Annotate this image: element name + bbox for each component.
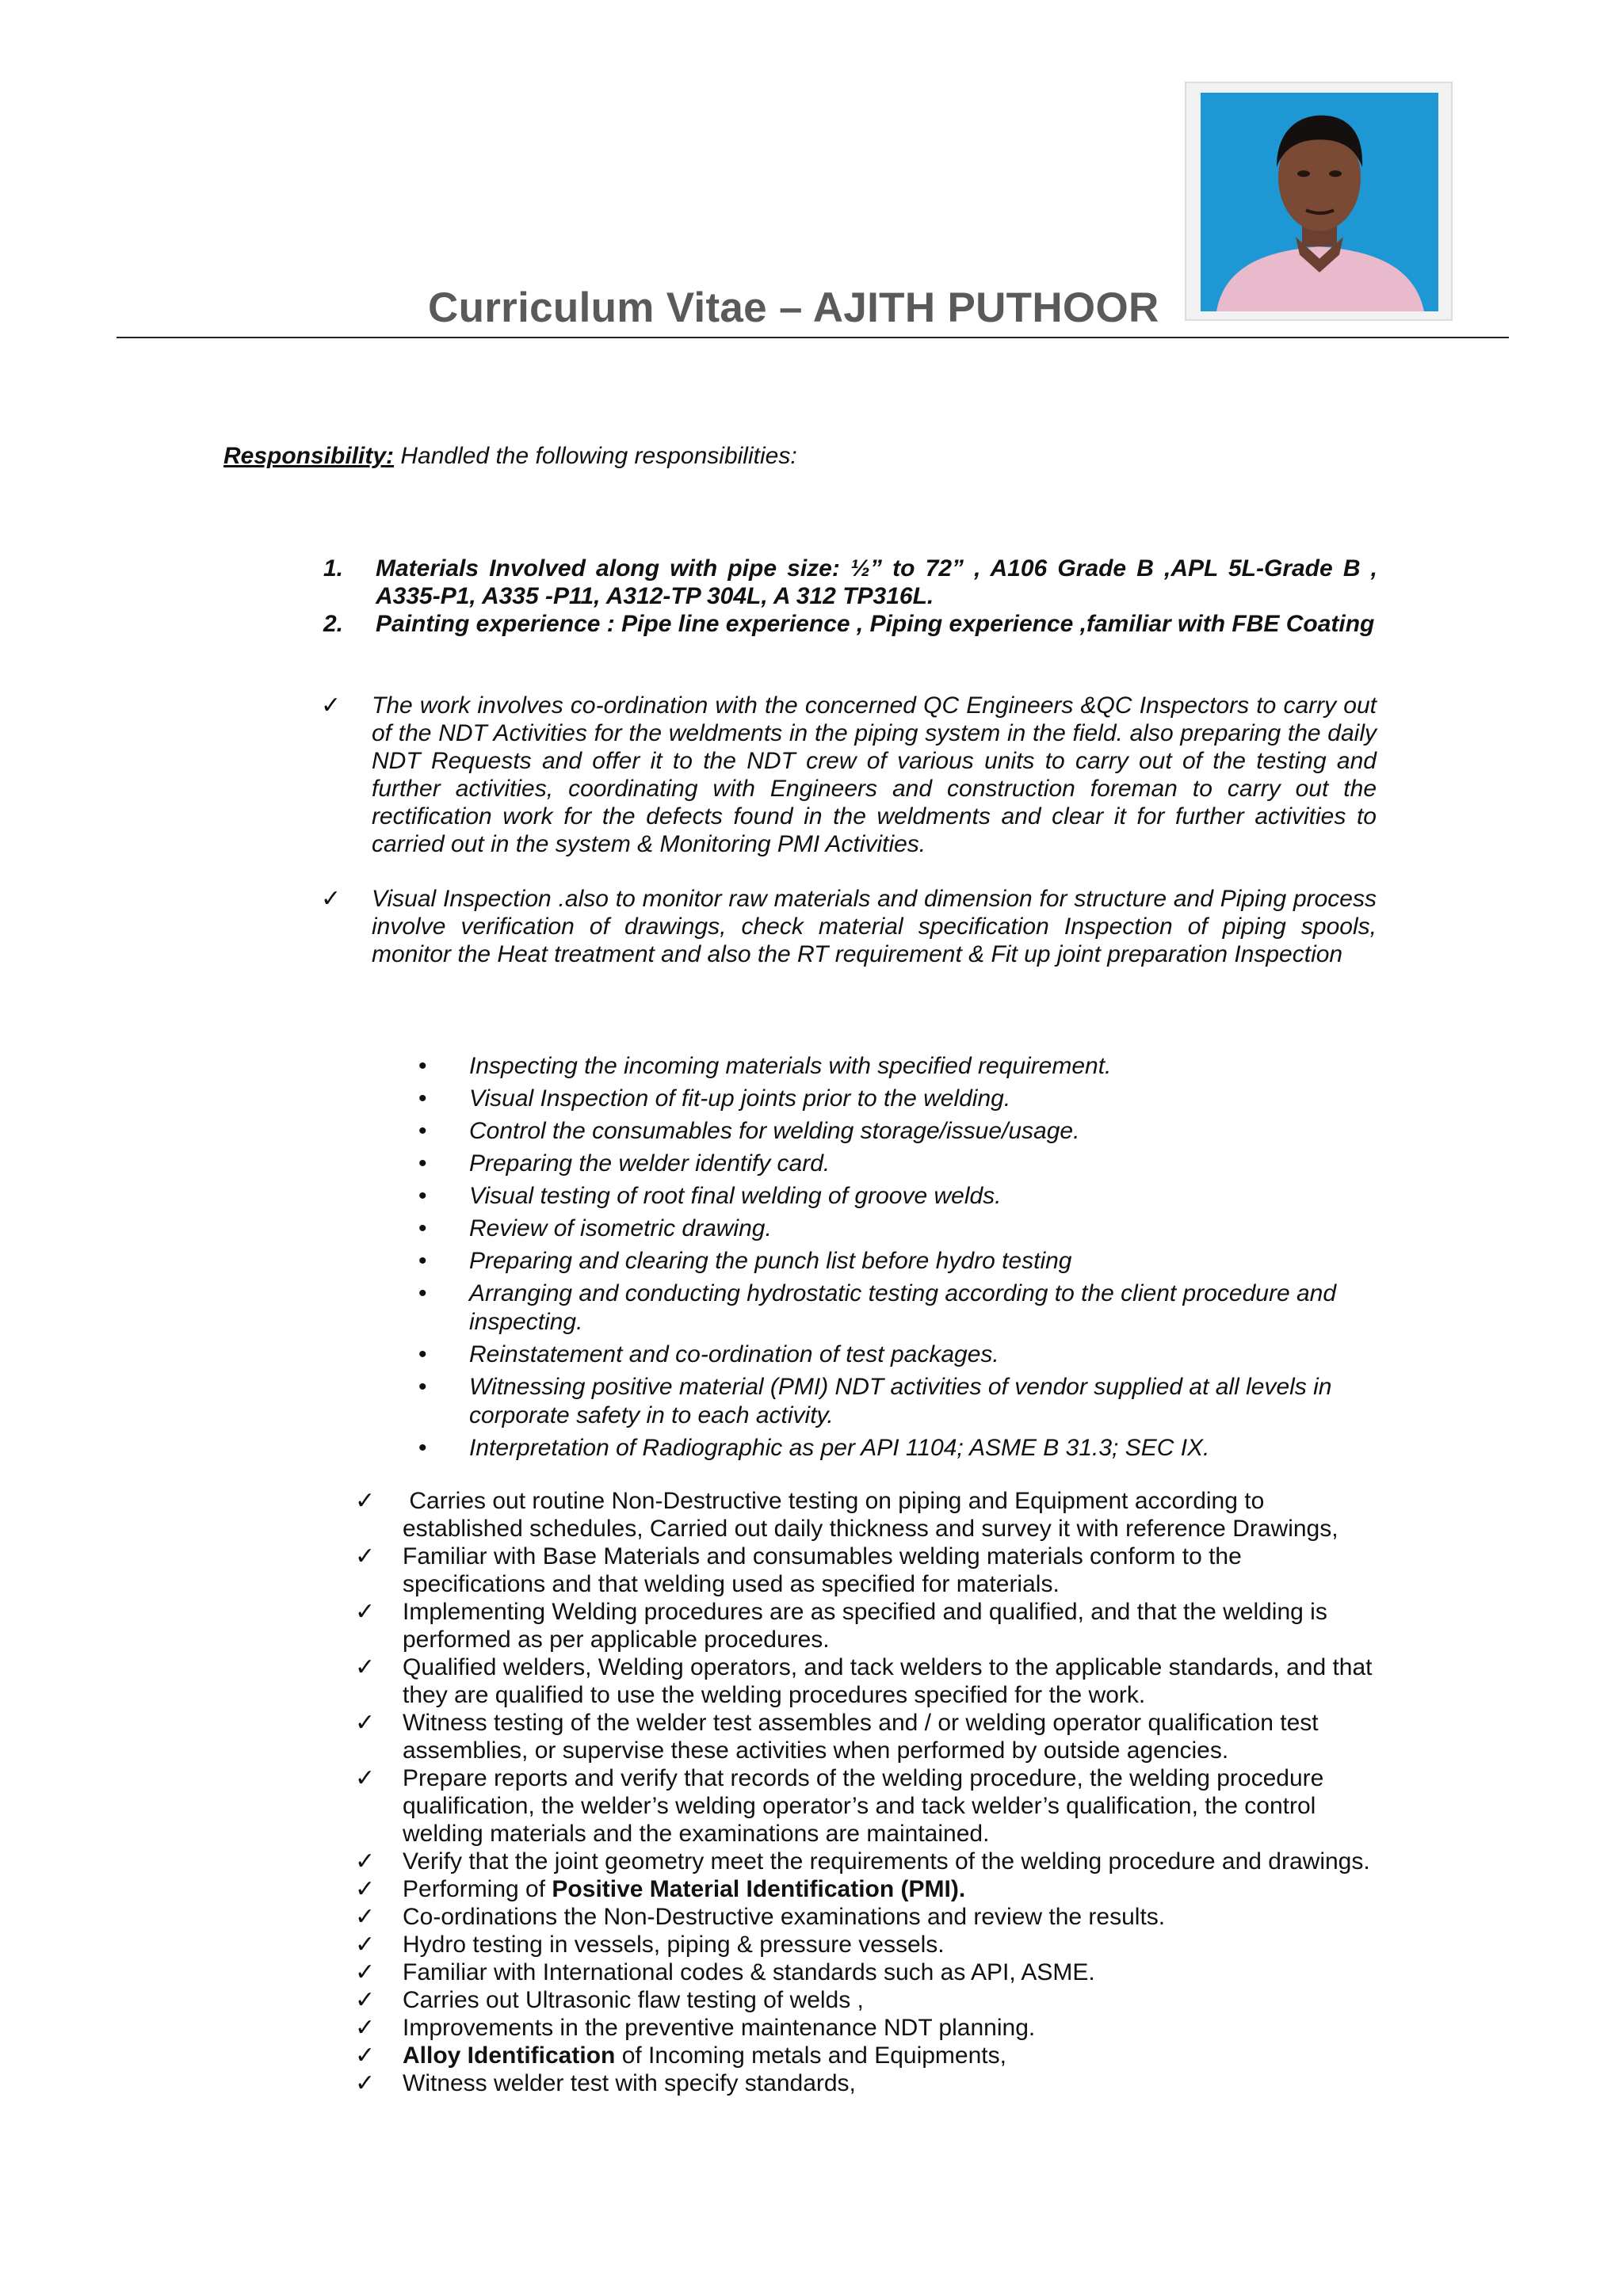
check-text — [403, 2042, 1385, 2069]
bullet-text: Review of isometric drawing. — [469, 1215, 772, 1241]
item-text: Painting experience : Pipe line experience , Piping experience ,familiar with FBE Coating — [376, 611, 1375, 637]
bullet-item — [418, 1373, 1377, 1430]
check-text — [403, 1487, 1385, 1543]
check-text — [403, 1709, 1385, 1764]
checkmark-icon: ✓ — [355, 1599, 376, 1625]
check-text-regular: Performing of — [403, 1876, 552, 1902]
bullet-text: Interpretation of Radiographic as per API 1104; ASME B 31.3; SEC IX. — [469, 1435, 1210, 1461]
check-paragraph — [321, 692, 1377, 858]
bullet-list — [418, 1052, 1377, 1466]
checkmark-icon: ✓ — [355, 1654, 376, 1680]
check-text — [403, 1598, 1385, 1653]
checkmark-icon: ✓ — [355, 2015, 376, 2041]
check-text-regular: Co-ordinations the Non-Destructive examinations and review the results. — [403, 1904, 1166, 1930]
checkmark-icon: ✓ — [355, 1488, 376, 1514]
check-text-regular: Familiar with International codes & standards such as API, ASME. — [403, 1959, 1095, 1985]
check-item — [355, 1958, 1385, 1986]
check-text — [403, 1986, 1385, 2014]
checkmark-icon: ✓ — [321, 692, 342, 719]
paragraph-text: Visual Inspection .also to monitor raw materials and dimension for structure and Piping process involve verification of drawings, check material specification Inspection of piping spools, monitor the Heat treatment and also the RT requirement & Fit up joint preparation Inspection — [372, 886, 1377, 967]
check-text-regular: Prepare reports and verify that records of the welding procedure, the welding procedure qualification, the welder’s welding operator’s and tack welder’s qualification, the control welding materials and the examinations are maintained. — [403, 1765, 1331, 1847]
bullet-item — [418, 1182, 1377, 1211]
bullet-icon: • — [418, 1435, 427, 1461]
checkmark-icon: ✓ — [355, 1959, 376, 1985]
bullet-item — [418, 1085, 1377, 1113]
list-item — [323, 555, 1377, 610]
bullet-item — [418, 1150, 1377, 1178]
bullet-text: Visual testing of root final welding of groove welds. — [469, 1183, 1002, 1209]
checkmark-icon: ✓ — [355, 2042, 376, 2069]
check-text-bold: Alloy Identification — [403, 2042, 616, 2069]
bullet-icon: • — [418, 1215, 427, 1241]
page-title: Curriculum Vitae – AJITH PUTHOOR — [428, 284, 1159, 331]
item-text: Materials Involved along with pipe size: ½” to 72” , A106 Grade B ,APL 5L-Grade B , A335-P1, A335 -P11, A312-TP 304L, A 312 TP316L. — [376, 555, 1377, 609]
check-text-regular: Witness testing of the welder test assembles and / or welding operator qualification test assemblies, or supervise these activities when performed by outside agencies. — [403, 1710, 1325, 1764]
photo-image — [1201, 93, 1438, 311]
list-item — [323, 610, 1377, 638]
bullet-item — [418, 1341, 1377, 1369]
checkmark-icon: ✓ — [355, 2070, 376, 2096]
check-text-regular: Carries out routine Non-Destructive testing on piping and Equipment according to established schedules, Carried out daily thickness and survey it with reference Drawings, — [403, 1488, 1338, 1542]
check-text-regular: Familiar with Base Materials and consumables welding materials conform to the specifications and that welding used as specified for materials. — [403, 1543, 1249, 1597]
numbered-list — [323, 555, 1377, 638]
responsibility-heading — [223, 443, 797, 470]
person-portrait-icon — [1201, 93, 1438, 311]
check-item — [355, 1931, 1385, 1958]
check-text — [403, 1764, 1385, 1848]
check-item — [355, 1986, 1385, 2014]
bullet-icon: • — [418, 1341, 427, 1367]
bullet-icon: • — [418, 1280, 427, 1306]
title-divider — [116, 337, 1509, 338]
bullet-icon: • — [418, 1183, 427, 1209]
bullet-icon: • — [418, 1150, 427, 1177]
check-item — [355, 1764, 1385, 1848]
bullet-text: Reinstatement and co-ordination of test packages. — [469, 1341, 999, 1367]
check-item — [355, 1598, 1385, 1653]
bullet-item — [418, 1052, 1377, 1081]
checkmark-icon: ✓ — [355, 1932, 376, 1958]
check-item — [355, 1543, 1385, 1598]
bullet-text: Preparing and clearing the punch list before hydro testing — [469, 1248, 1072, 1274]
bullet-item — [418, 1280, 1377, 1337]
check-list — [355, 1487, 1385, 2097]
checkmark-icon: ✓ — [355, 1848, 376, 1875]
bullet-text: Inspecting the incoming materials with specified requirement. — [469, 1053, 1112, 1079]
responsibility-label: Responsibility: — [223, 443, 395, 469]
check-item — [355, 1903, 1385, 1931]
check-text — [403, 1848, 1385, 1875]
check-text-regular: of Incoming metals and Equipments, — [615, 2042, 1006, 2069]
check-text — [403, 2014, 1385, 2042]
check-item — [355, 1653, 1385, 1709]
check-item — [355, 1848, 1385, 1875]
check-text-bold: Positive Material Identification (PMI). — [552, 1876, 966, 1902]
bullet-icon: • — [418, 1085, 427, 1112]
checkmark-icon: ✓ — [355, 1987, 376, 2013]
check-text-regular: Carries out Ultrasonic flaw testing of welds , — [403, 1987, 864, 2013]
check-text — [403, 1931, 1385, 1958]
bullet-icon: • — [418, 1118, 427, 1144]
profile-photo — [1185, 82, 1453, 321]
bullet-icon: • — [418, 1053, 427, 1079]
check-item — [355, 1875, 1385, 1903]
bullet-text: Witnessing positive material (PMI) NDT activities of vendor supplied at all levels in corporate safety in to each activity. — [469, 1374, 1332, 1428]
bullet-icon: • — [418, 1248, 427, 1274]
bullet-item — [418, 1434, 1377, 1463]
checkmark-icon: ✓ — [355, 1876, 376, 1902]
bullet-text: Visual Inspection of fit-up joints prior to the welding. — [469, 1085, 1011, 1112]
check-text — [403, 1653, 1385, 1709]
item-number: 1. — [323, 555, 344, 582]
checkmark-icon: ✓ — [355, 1543, 376, 1569]
item-number: 2. — [323, 611, 344, 637]
check-paragraph — [321, 885, 1377, 968]
check-item — [355, 2069, 1385, 2097]
responsibility-text: Handled the following responsibilities: — [394, 443, 797, 469]
check-text — [403, 1875, 1385, 1903]
check-text-regular: Verify that the joint geometry meet the requirements of the welding procedure and drawings. — [403, 1848, 1370, 1875]
check-item — [355, 1487, 1385, 1543]
check-item — [355, 1709, 1385, 1764]
check-text — [403, 2069, 1385, 2097]
paragraph-text: The work involves co-ordination with the concerned QC Engineers &QC Inspectors to carry out of the NDT Activities for the weldments in the piping system in the field. also preparing the daily NDT Requests and offer it to the NDT crew of various units to carry out of the testing and further activities, coordinating with Engineers and construction foreman to carry out the rectification work for the defects found in the weldments and clear it for further activities to carried out in the system & Monitoring PMI Activities. — [372, 692, 1377, 857]
check-item — [355, 2014, 1385, 2042]
bullet-text: Arranging and conducting hydrostatic testing according to the client procedure and inspecting. — [469, 1280, 1337, 1335]
check-text-regular: Witness welder test with specify standards, — [403, 2070, 856, 2096]
check-text — [403, 1958, 1385, 1986]
bullet-text: Preparing the welder identify card. — [469, 1150, 831, 1177]
check-text — [403, 1903, 1385, 1931]
check-text-regular: Implementing Welding procedures are as specified and qualified, and that the welding is performed as per applicable procedures. — [403, 1599, 1335, 1653]
checkmark-icon: ✓ — [355, 1710, 376, 1736]
checkmark-icon: ✓ — [355, 1904, 376, 1930]
checkmark-icon: ✓ — [321, 886, 342, 912]
bullet-item — [418, 1215, 1377, 1243]
bullet-item — [418, 1117, 1377, 1146]
bullet-item — [418, 1247, 1377, 1276]
check-text — [403, 1543, 1385, 1598]
checkmark-icon: ✓ — [355, 1765, 376, 1791]
check-text-regular: Hydro testing in vessels, piping & pressure vessels. — [403, 1932, 945, 1958]
check-text-regular: Qualified welders, Welding operators, and tack welders to the applicable standards, and that they are qualified to use the welding procedures specified for the work. — [403, 1654, 1379, 1708]
check-text-regular: Improvements in the preventive maintenance NDT planning. — [403, 2015, 1036, 2041]
bullet-icon: • — [418, 1374, 427, 1400]
bullet-text: Control the consumables for welding storage/issue/usage. — [469, 1118, 1080, 1144]
check-item — [355, 2042, 1385, 2069]
